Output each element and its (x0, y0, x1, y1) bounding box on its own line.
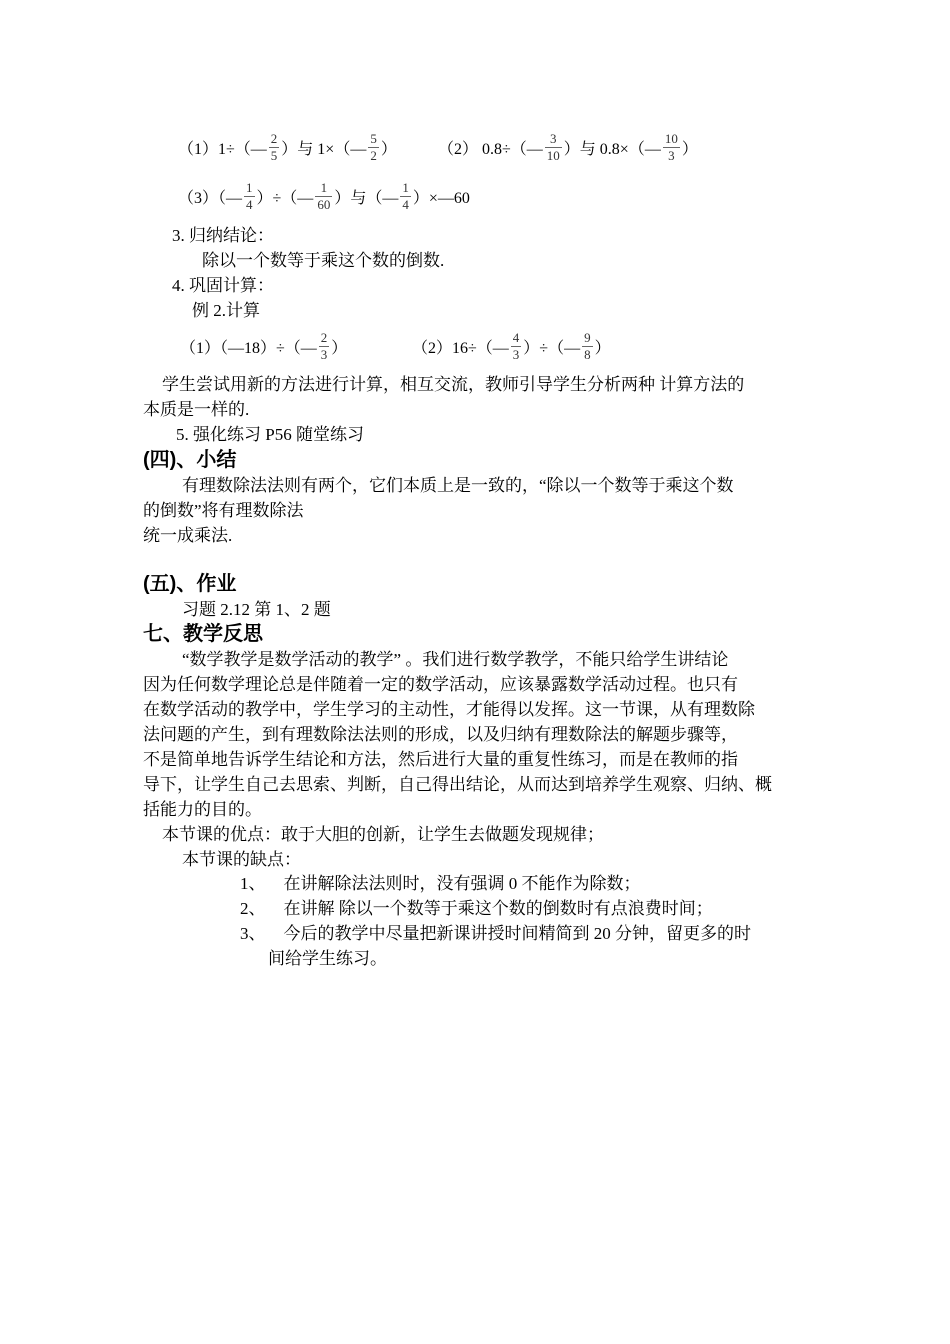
reflection-line-7: 括能力的目的。 (143, 800, 262, 819)
formula-text: ） (380, 140, 397, 158)
homework-text: 习题 2.12 第 1、2 题 (182, 600, 331, 619)
formula-row-1b (438, 126, 698, 168)
section-4-note-line-2: 本质是一样的. (143, 400, 250, 419)
fraction: $\frac{9}{8}$ (584, 329, 591, 362)
formula-text: （3）（— (178, 189, 243, 207)
section-4-example: 例 2.计算 (192, 301, 260, 320)
flaw-item-2 (240, 897, 713, 921)
flaw-item-3-continued: 间给学生练习。 (268, 949, 387, 968)
reflection-line-6: 导下，让学生自己去思索、判断，自己得出结论，从而达到培养学生观察、归纳、概 (143, 775, 772, 794)
lesson-merit: 本节课的优点：敢于大胆的创新，让学生去做题发现规律； (162, 825, 604, 844)
formula-text: ）÷（— (256, 189, 314, 207)
fraction: $\frac{10}{3}$ (664, 130, 678, 163)
summary-line-2: 的倒数”将有理数除法 (143, 501, 304, 520)
fraction: $\frac{1}{4}$ (402, 179, 409, 212)
example-formula-2 (412, 325, 611, 367)
formula-text: ）与 1×（— (281, 140, 367, 158)
reflection-line-1: “数学教学是数学活动的教学” 。我们进行数学教学，不能只给学生讲结论 (182, 650, 729, 669)
formula-text: ）与 0.8×（— (563, 140, 661, 158)
fraction: $\frac{4}{3}$ (512, 329, 520, 362)
reflection-line-5: 不是简单地告诉学生结论和方法，然后进行大量的重复性练习，而是在教师的指 (143, 750, 738, 769)
flaw-item-text: 在讲解 除以一个数等于乘这个数的倒数时有点浪费时间； (283, 899, 713, 918)
formula-row-1a (178, 126, 397, 168)
formula-text: ） (681, 140, 698, 158)
section-3-title: 3. 归纳结论： (172, 226, 274, 245)
formula-text: ） (594, 339, 611, 357)
formula-text: ）与（— (334, 189, 399, 207)
section-3-body: 除以一个数等于乘这个数的倒数. (202, 251, 445, 270)
fraction: $\frac{2}{3}$ (320, 329, 328, 362)
flaw-item-1 (240, 872, 641, 896)
reflection-line-3: 在数学活动的教学中，学生学习的主动性，才能得以发挥。这一节课，从有理数除 (143, 700, 755, 719)
lesson-flaw-title: 本节课的缺点： (182, 850, 301, 869)
reflection-line-2: 因为任何数学理论总是伴随着一定的数学活动，应该暴露数学活动过程。也只有 (143, 675, 738, 694)
example-formula-1 (180, 325, 347, 367)
formula-text: （1）（—18）÷（— (180, 339, 317, 357)
heading-reflection: 七、教学反思 (143, 623, 263, 645)
fraction: $\frac{1}{60}$ (317, 179, 331, 212)
formula-text: ）÷（— (523, 339, 581, 357)
fraction: $\frac{5}{2}$ (370, 130, 377, 163)
flaw-item-text: 在讲解除法法则时，没有强调 0 不能作为除数； (283, 874, 641, 893)
formula-text: （1）1÷（— (178, 140, 267, 158)
heading-homework: (五)、作业 (143, 573, 237, 595)
fraction: $\frac{2}{5}$ (270, 130, 278, 163)
heading-summary: (四)、小结 (143, 449, 237, 471)
section-4-title: 4. 巩固计算： (172, 276, 274, 295)
reflection-line-4: 法问题的产生，到有理数除法法则的形成，以及归纳有理数除法的解题步骤等， (143, 725, 738, 744)
formula-text: （2）16÷（— (412, 339, 509, 357)
section-5-practice: 5. 强化练习 P56 随堂练习 (176, 425, 364, 444)
flaw-item-3 (240, 922, 751, 946)
formula-text: （2） 0.8÷（— (438, 140, 543, 158)
fraction: $\frac{1}{4}$ (246, 179, 253, 212)
formula-row-2 (178, 175, 470, 217)
flaw-item-number: 1、 (240, 874, 266, 893)
flaw-item-number: 2、 (240, 899, 266, 918)
summary-line-3: 统一成乘法. (143, 526, 233, 545)
formula-text: ） (331, 339, 348, 357)
flaw-item-text: 今后的教学中尽量把新课讲授时间精简到 20 分钟，留更多的时 (283, 924, 751, 943)
formula-text: ）×—60 (412, 189, 470, 207)
flaw-item-number: 3、 (240, 924, 266, 943)
summary-line-1: 有理数除法法则有两个，它们本质上是一致的，“除以一个数等于乘这个数 (182, 476, 734, 495)
section-4-note-line-1: 学生尝试用新的方法进行计算，相互交流，教师引导学生分析两种 计算方法的 (162, 375, 745, 394)
fraction: $\frac{3}{10}$ (546, 130, 560, 163)
